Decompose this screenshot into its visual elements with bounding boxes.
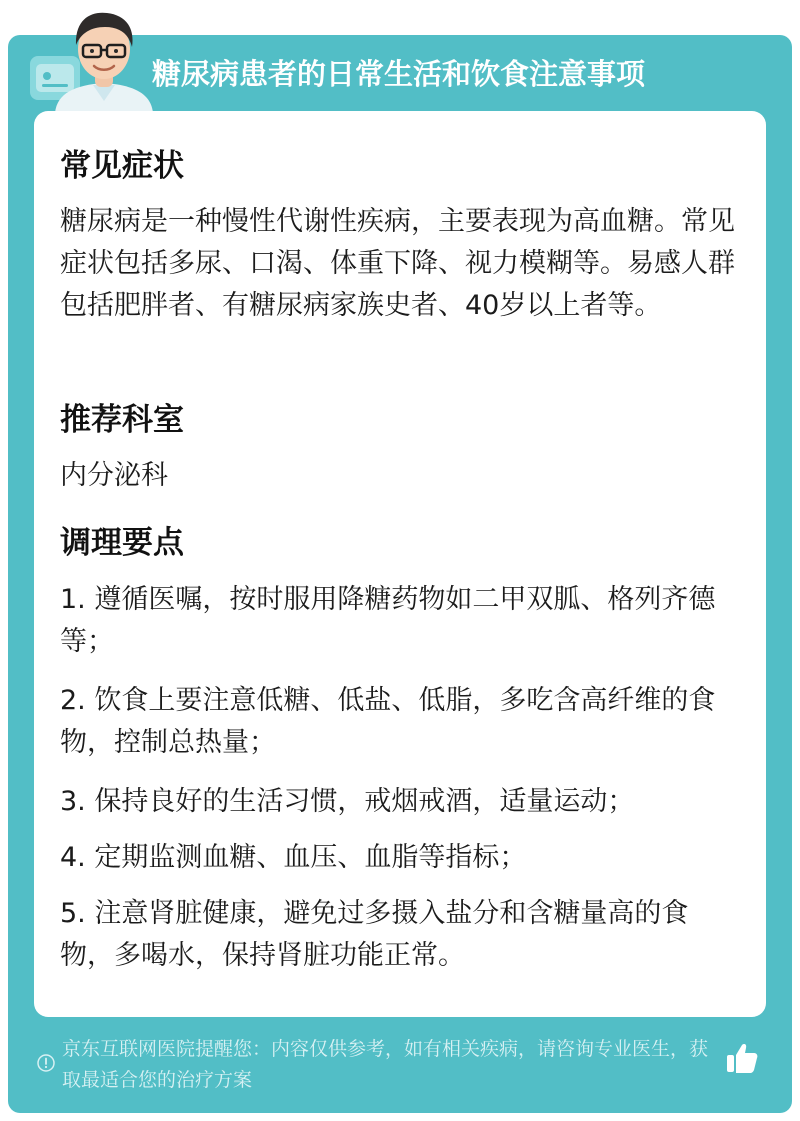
care-item-3: 3. 保持良好的生活习惯，戒烟戒酒，适量运动； [60,786,635,817]
info-icon [36,1053,56,1073]
department-text: 内分泌科 [60,460,168,491]
section-title-department: 推荐科室 [60,402,184,438]
footer-notice: 京东互联网医院提醒您：内容仅供参考，如有相关疾病，请咨询专业医生，获取最适合您的治疗方案 [62,1038,709,1091]
section-title-symptoms: 常见症状 [60,148,184,184]
care-item-4: 4. 定期监测血糖、血压、血脂等指标； [60,842,527,873]
section-title-care: 调理要点 [60,525,184,561]
doctor-avatar-icon [45,5,163,113]
care-item-1: 1. 遵循医嘱，按时服用降糖药物如二甲双胍、格列齐德等； [60,584,716,657]
care-item-5: 5. 注意肾脏健康，避免过多摄入盐分和含糖量高的食物，多喝水，保持肾脏功能正常。 [60,898,689,971]
thumbs-up-icon[interactable] [724,1040,760,1076]
symptoms-text: 糖尿病是一种慢性代谢性疾病，主要表现为高血糖。常见症状包括多尿、口渴、体重下降、视力模糊等。易感人群包括肥胖者、有糖尿病家族史者、40岁以上者等。 [60,206,735,321]
page-title: 糖尿病患者的日常生活和饮食注意事项 [152,57,646,91]
care-item-2: 2. 饮食上要注意低糖、低盐、低脂，多吃含高纤维的食物，控制总热量； [60,685,716,758]
